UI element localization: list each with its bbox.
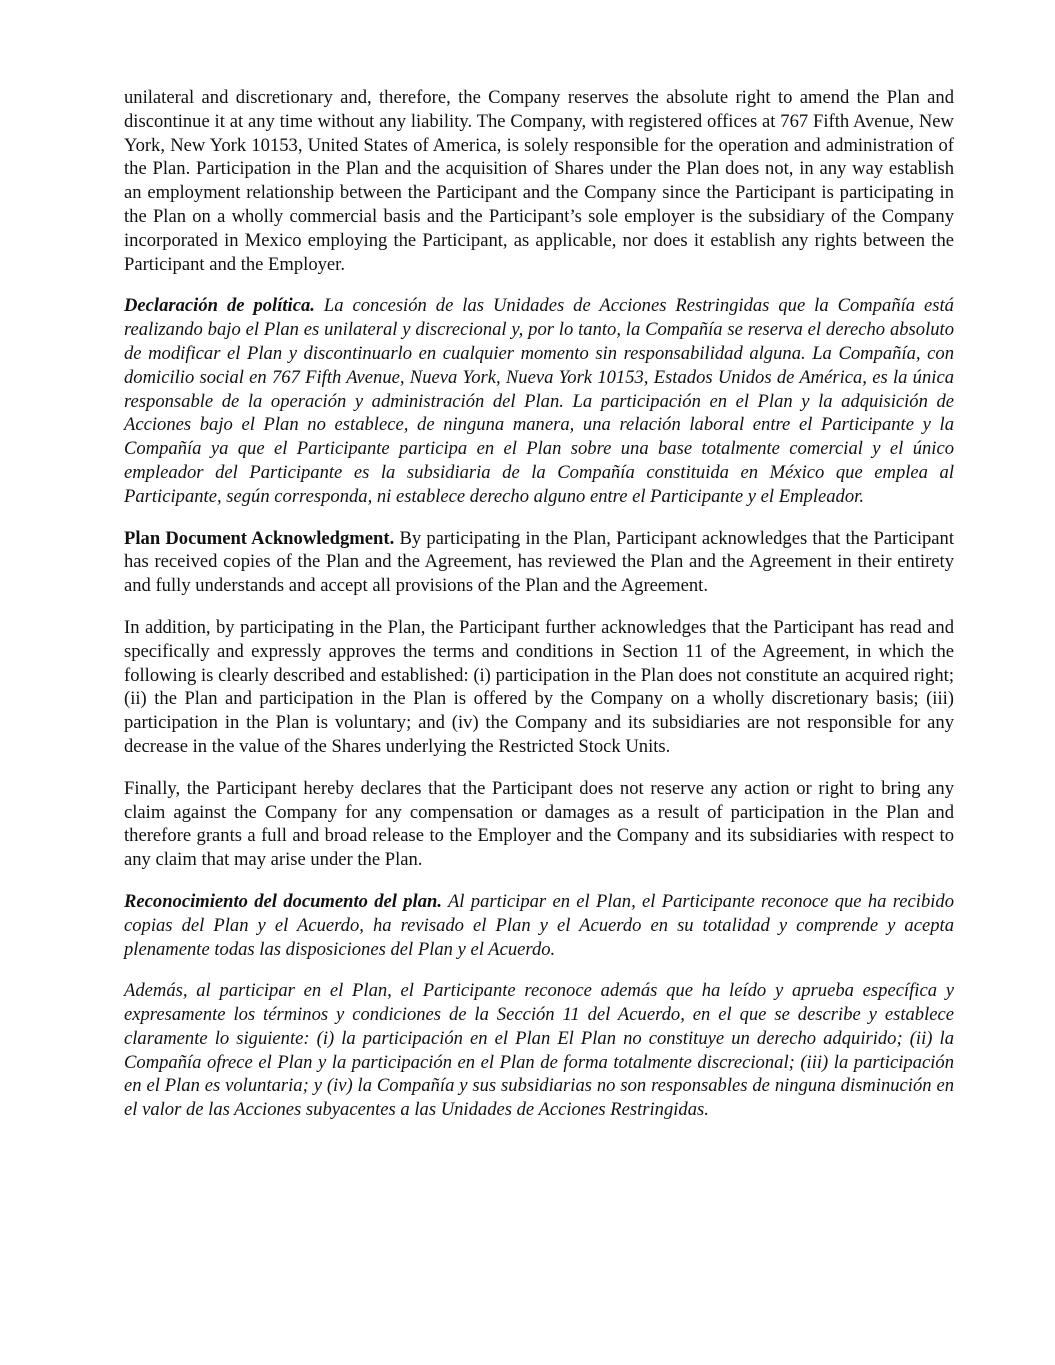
paragraph-release-english	[124, 777, 954, 872]
paragraph-plan-acknowledgment-english	[124, 527, 954, 598]
paragraph-text: La concesión de las Unidades de Acciones Restringidas que la Compañía está realizando bajo el Plan es unilateral y discrecional y, por lo tanto, la Compañía se reserva el derecho absoluto de modificar el Plan y discontinuarlo en cualquier momento sin responsabilidad alguna. La Compañía, con domicilio social en 767 Fifth Avenue, Nueva York, Nueva York 10153, Estados Unidos de América, es la única responsable de la operación y administración del Plan. La participación en el Plan y la adquisición de Acciones bajo el Plan no establece, de ninguna manera, una relación laboral entre el Participante y la Compañía ya que el Participante participa en el Plan sobre una base totalmente comercial y el único empleador del Participante es la subsidiaria de la Compañía constituida en México que emplea al Participante, según corresponda, ni establece derecho alguno entre el Participante y el Empleador.	[124, 295, 954, 507]
paragraph-additional-acknowledgment-english	[124, 616, 954, 759]
paragraph-heading: Reconocimiento del documento del plan.	[124, 890, 442, 912]
paragraph-text: unilateral and discretionary and, therefore, the Company reserves the absolute right to amend the Plan and discontinue it at any time without any liability. The Company, with registered offices at 767 Fifth Avenue, New York, New York 10153, United States of America, is solely responsible for the operation and administration of the Plan. Participation in the Plan and the acquisition of Shares under the Plan does not, in any way establish an employment relationship between the Participant and the Company since the Participant is participating in the Plan on a wholly commercial basis and the Participant’s sole employer is the subsidiary of the Company incorporated in Mexico employing the Participant, as applicable, nor does it establish any rights between the Participant and the Employer.	[124, 87, 954, 275]
paragraph-additional-acknowledgment-spanish	[124, 979, 954, 1122]
document-page	[124, 86, 954, 1140]
paragraph-plan-acknowledgment-spanish	[124, 890, 954, 961]
paragraph-heading: Plan Document Acknowledgment.	[124, 527, 395, 549]
paragraph-policy-statement-english	[124, 86, 954, 276]
paragraph-text: By participating in the Plan, Participant acknowledges that the Participant has received copies of the Plan and the Agreement, has reviewed the Plan and the Agreement in their entirety and fully understands and accept all provisions of the Plan and the Agreement.	[124, 527, 954, 597]
paragraph-text: Al participar en el Plan, el Participante reconoce que ha recibido copias del Plan y el Acuerdo, ha revisado el Plan y el Acuerdo en su totalidad y comprende y acepta plenamente todas las disposiciones del Plan y el Acuerdo.	[124, 890, 954, 960]
paragraph-policy-statement-spanish	[124, 294, 954, 508]
paragraph-text: Finally, the Participant hereby declares that the Participant does not reserve any action or right to bring any claim against the Company for any compensation or damages as a result of participation in the Plan and therefore grants a full and broad release to the Employer and the Company and its subsidiaries with respect to any claim that may arise under the Plan.	[124, 777, 954, 871]
paragraph-text: Además, al participar en el Plan, el Participante reconoce además que ha leído y aprueba específica y expresamente los términos y condiciones de la Sección 11 del Acuerdo, en el que se describe y establece claramente lo siguiente: (i) la participación en el Plan El Plan no constituye un derecho adquirido; (ii) la Compañía ofrece el Plan y la participación en el Plan de forma totalmente discrecional; (iii) la participación en el Plan es voluntaria; y (iv) la Compañía y sus subsidiarias no son responsables de ninguna disminución en el valor de las Acciones subyacentes a las Unidades de Acciones Restringidas.	[124, 980, 954, 1121]
paragraph-heading: Declaración de política.	[124, 295, 315, 317]
paragraph-text: In addition, by participating in the Plan, the Participant further acknowledges that the Participant has read and specifically and expressly approves the terms and conditions in Section 11 of the Agreement, in which the following is clearly described and established: (i) participation in the Plan does not constitute an acquired right; (ii) the Plan and participation in the Plan is offered by the Company on a wholly discretionary basis; (iii) participation in the Plan is voluntary; and (iv) the Company and its subsidiaries are not responsible for any decrease in the value of the Shares underlying the Restricted Stock Units.	[124, 616, 954, 757]
